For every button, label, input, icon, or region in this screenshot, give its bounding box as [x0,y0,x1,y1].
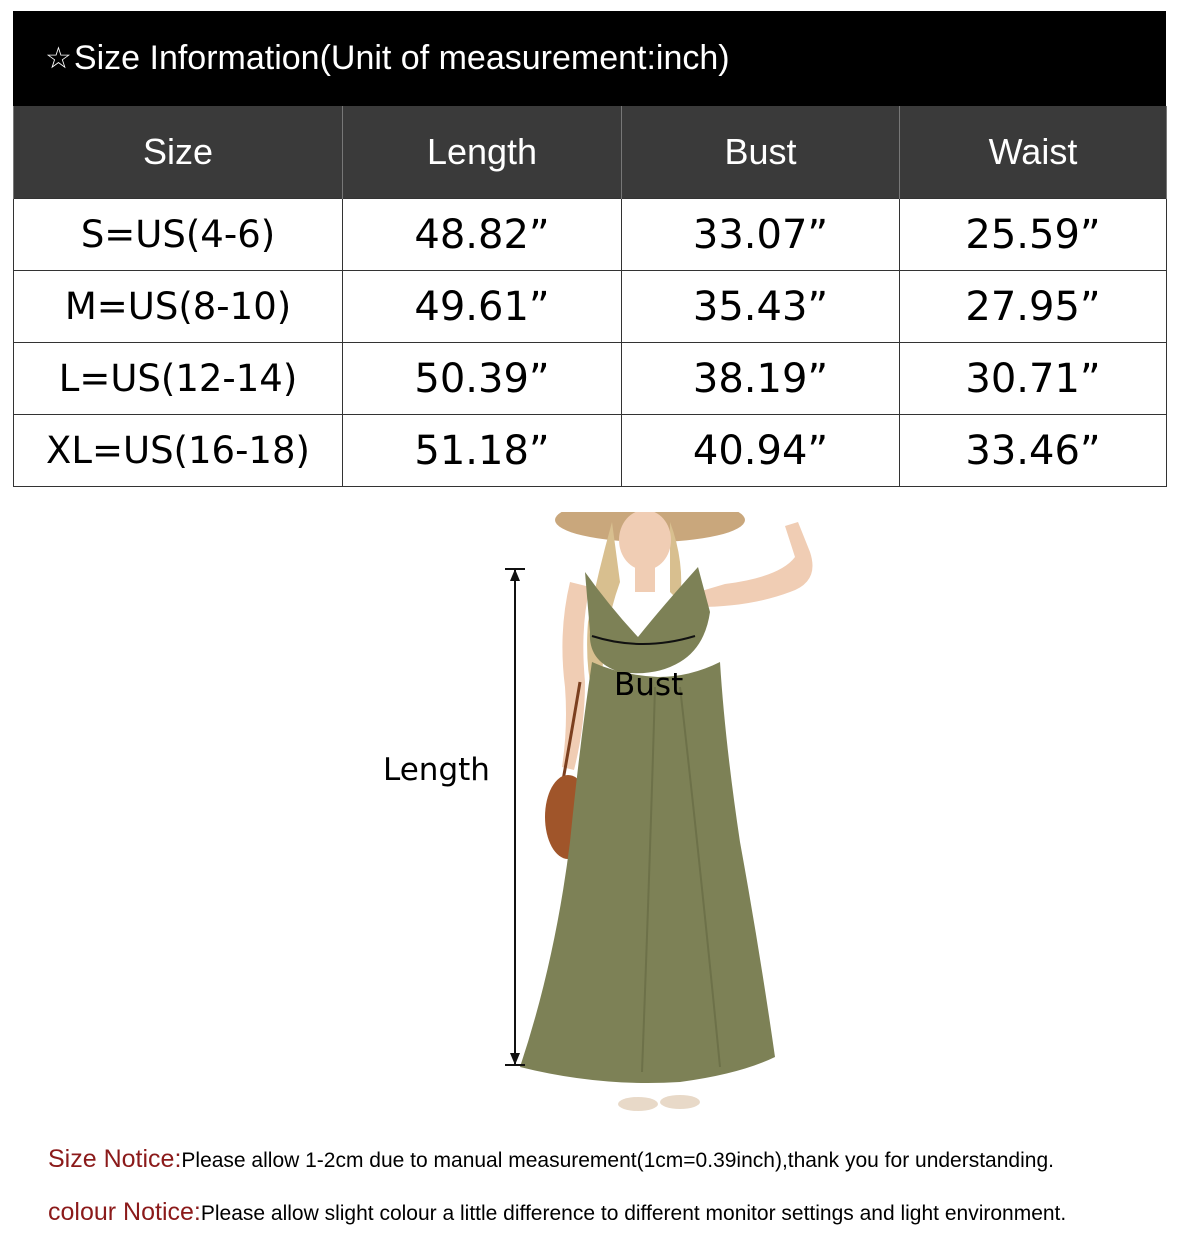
dress-illustration [380,512,840,1117]
size-notice-heading: Size Notice: [48,1145,182,1173]
dress-measurement-figure [380,512,840,1117]
cell-size: L=US(12-14) [14,343,343,415]
column-header-bust: Bust [622,106,900,199]
bust-label: Bust [614,667,684,703]
table-row [14,343,1167,415]
cell-bust: 33.07” [622,199,900,271]
table-row [14,199,1167,271]
cell-length: 51.18” [343,415,622,487]
cell-length: 49.61” [343,271,622,343]
table-row [14,415,1167,487]
cell-bust: 38.19” [622,343,900,415]
cell-bust: 35.43” [622,271,900,343]
colour-notice-heading: colour Notice: [48,1198,201,1226]
cell-waist: 27.95” [900,271,1167,343]
column-header-size: Size [14,106,343,199]
colour-notice [48,1198,1066,1227]
cell-waist: 30.71” [900,343,1167,415]
size-notice-text: Please allow 1-2cm due to manual measurement(1cm=0.39inch),thank you for understanding. [181,1149,1054,1172]
colour-notice-text: Please allow slight colour a little difference to different monitor settings and light environment. [200,1202,1067,1225]
cell-length: 50.39” [343,343,622,415]
table-row [14,271,1167,343]
size-notice [48,1145,1054,1174]
cell-length: 48.82” [343,199,622,271]
star-icon: ☆ [45,41,72,76]
page-title: Size Information(Unit of measurement:inch) [73,39,730,77]
cell-waist: 33.46” [900,415,1167,487]
cell-waist: 25.59” [900,199,1167,271]
column-header-waist: Waist [900,106,1167,199]
size-table [13,106,1167,487]
column-header-length: Length [343,106,622,199]
length-label: Length [383,752,490,788]
cell-bust: 40.94” [622,415,900,487]
cell-size: XL=US(16-18) [14,415,343,487]
cell-size: S=US(4-6) [14,199,343,271]
table-header-row [14,106,1167,199]
title-bar [13,11,1166,106]
cell-size: M=US(8-10) [14,271,343,343]
